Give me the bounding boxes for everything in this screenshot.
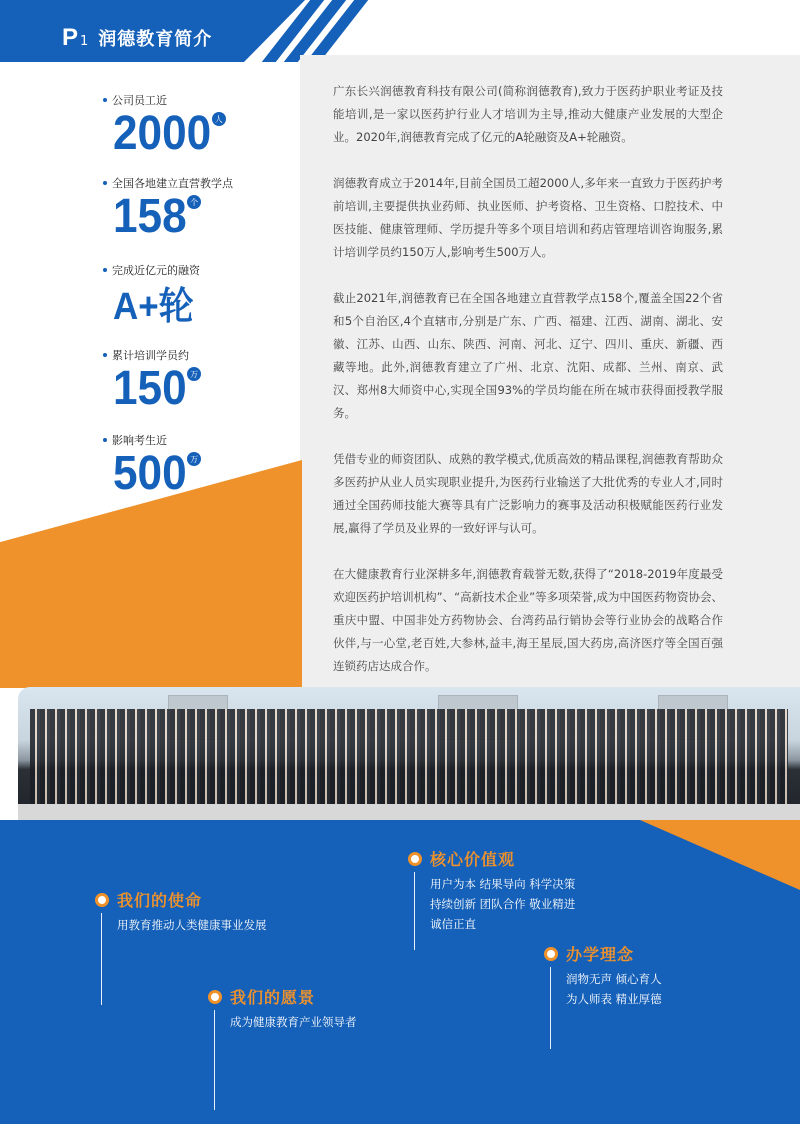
stat-label: 完成近亿元的融资 — [112, 264, 200, 277]
core-values-title: 核心价值观 — [430, 850, 516, 869]
philosophy-line: 为人师表 精业厚德 — [566, 992, 662, 1006]
orange-corner-shape — [640, 820, 800, 890]
philosophy-line: 润物无声 倾心育人 — [566, 972, 662, 986]
ring-bullet-icon — [544, 947, 558, 961]
page-label: P — [62, 24, 79, 51]
company-intro-text — [333, 80, 723, 701]
bullet-dot — [103, 268, 107, 272]
stat-label: 影响考生近 — [112, 434, 167, 447]
divider-line — [414, 872, 415, 950]
divider-line — [101, 913, 102, 1005]
stat-unit-badge: 万 — [187, 452, 201, 466]
stat-trained-students — [103, 347, 199, 415]
stat-value: 150 — [113, 362, 187, 415]
vision-text: 成为健康教育产业领导者 — [230, 1015, 357, 1029]
stat-employees — [103, 92, 223, 160]
stat-value: 2000 — [113, 107, 212, 160]
stat-unit-badge: 人 — [212, 112, 226, 126]
divider-line — [214, 1010, 215, 1110]
stat-value: A+轮 — [113, 286, 194, 328]
page-title — [62, 24, 212, 52]
core-values-block — [408, 847, 575, 934]
stat-unit-badge: 万 — [187, 367, 201, 381]
divider-line — [550, 967, 551, 1049]
bullet-dot — [103, 353, 107, 357]
core-values-line: 诚信正直 — [430, 917, 476, 931]
stat-label: 公司员工近 — [112, 94, 167, 107]
stat-financing — [103, 262, 201, 326]
section-title: 润德教育简介 — [98, 29, 213, 50]
stat-value: 158 — [113, 190, 187, 243]
stat-influenced-examinees — [103, 432, 199, 500]
page-number: 1 — [80, 34, 89, 49]
intro-paragraph: 截止2021年,润德教育已在全国各地建立直营教学点158个,覆盖全国22个省和5个自治区,4个直辖市,分别是广东、广西、福建、江西、湖南、湖北、安徽、江苏、山西、山东、陕西、河南、河北、辽宁、四川、重庆、新疆、西藏等地。此外,润德教育建立了广州、北京、沈阳、成都、兰州、南京、武汉、郑州8大师资中心,实现全国93%的学员均能在所在城市获得面授教学服务。 — [333, 291, 723, 420]
group-photo — [18, 687, 800, 820]
intro-paragraph: 润德教育成立于2014年,目前全国员工超2000人,多年来一直致力于医药护考前培训,主要提供执业药师、执业医师、护考资格、卫生资格、口腔技术、中医技能、健康管理师、学历提升等多个项目培训和药店管理培训咨询服务,累计培训学员约150万人,影响考生500万人。 — [333, 176, 723, 259]
ring-bullet-icon — [95, 893, 109, 907]
stat-label: 全国各地建立直营教学点 — [112, 177, 233, 190]
mission-text: 用教育推动人类健康事业发展 — [117, 918, 267, 932]
stat-value: 500 — [113, 447, 187, 500]
intro-paragraph: 广东长兴润德教育科技有限公司(简称润德教育),致力于医药护职业考证及技能培训,是一家以医药护行业人才培训为主导,推动大健康产业发展的大型企业。2020年,润德教育完成了亿元的A轮融资及A+轮融资。 — [333, 84, 723, 144]
intro-paragraph: 在大健康教育行业深耕多年,润德教育载誉无数,获得了“2018-2019年度最受欢迎医药护培训机构”、“高新技术企业”等多项荣誉,成为中国医药物资协会、重庆中盟、中国非处方药物协会、台湾药品行销协会等行业协会的战略合作伙伴,与一心堂,老百姓,大参林,益丰,海王星辰,国大药房,高济医疗等全国百强连锁药店达成合作。 — [333, 567, 723, 673]
vision-block — [208, 985, 357, 1032]
bullet-dot — [103, 98, 107, 102]
stat-label: 累计培训学员约 — [112, 349, 189, 362]
stat-unit-badge: 个 — [187, 195, 201, 209]
core-values-line: 用户为本 结果导向 科学决策 — [430, 877, 576, 891]
philosophy-title: 办学理念 — [566, 945, 635, 964]
mission-block — [95, 888, 267, 935]
philosophy-block — [544, 942, 662, 1009]
intro-paragraph: 凭借专业的师资团队、成熟的教学模式,优质高效的精品课程,润德教育帮助众多医药护从业人员实现职业提升,为医药行业输送了大批优秀的专业人才,同时通过全国药师技能大赛等具有广泛影响力的赛事及活动积极赋能医药行业发展,赢得了学员及业界的一致好评与认可。 — [333, 452, 723, 535]
stat-teaching-points — [103, 175, 233, 241]
bullet-dot — [103, 181, 107, 185]
bullet-dot — [103, 438, 107, 442]
mission-title: 我们的使命 — [117, 891, 203, 910]
vision-title: 我们的愿景 — [230, 988, 316, 1007]
core-values-line: 持续创新 团队合作 敬业精进 — [430, 897, 576, 911]
ring-bullet-icon — [208, 990, 222, 1004]
ring-bullet-icon — [408, 852, 422, 866]
values-section — [0, 820, 800, 1124]
